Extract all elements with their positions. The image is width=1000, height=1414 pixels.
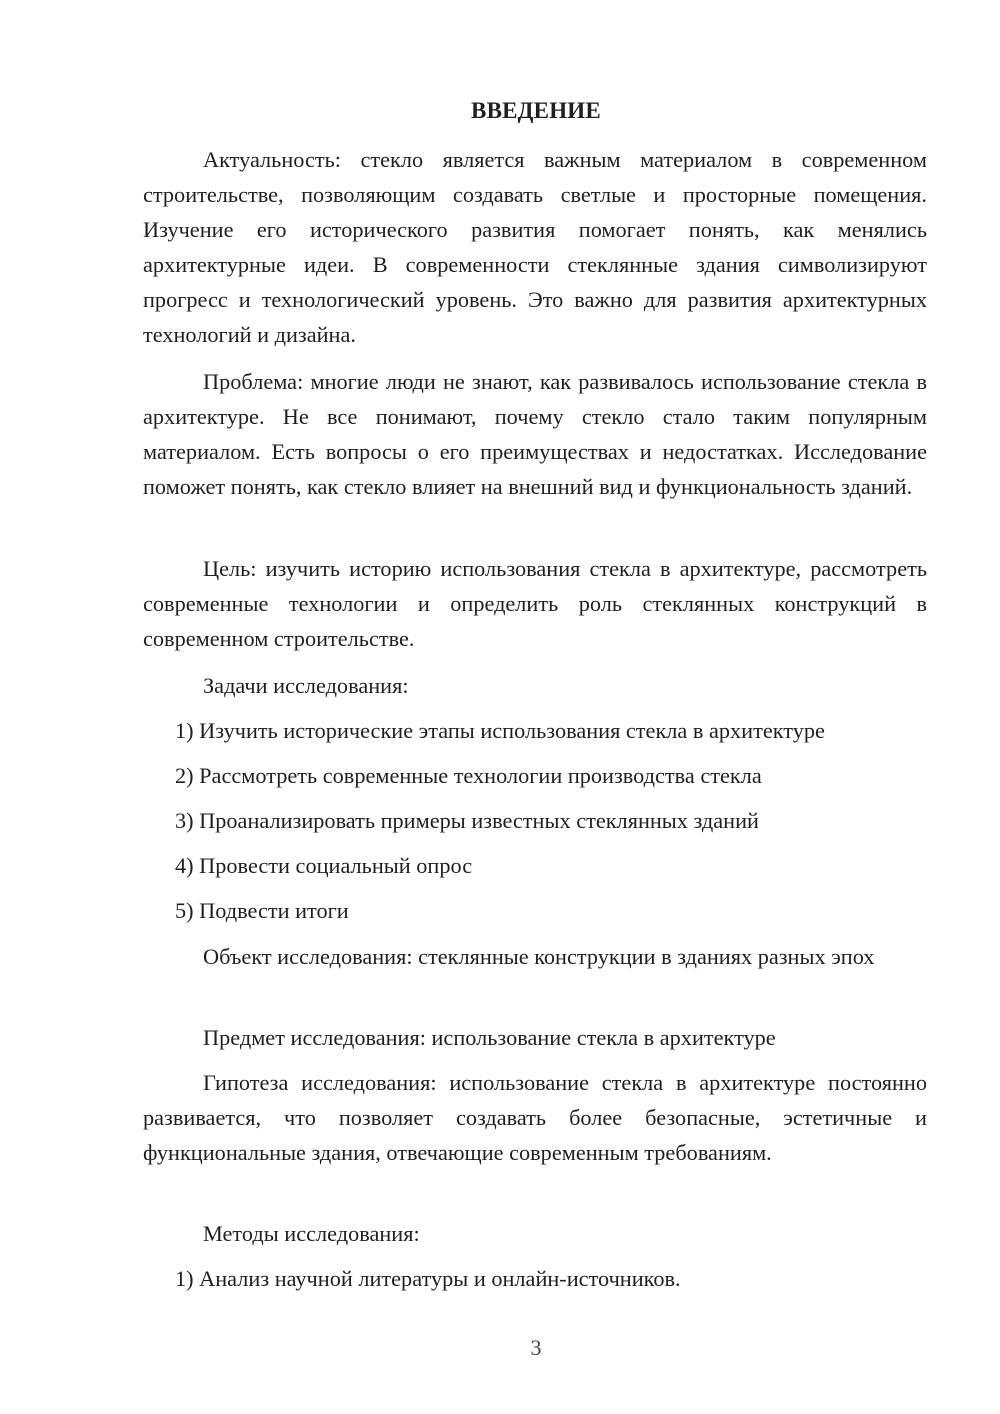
relevance-paragraph: Актуальность: стекло является важным материалом в современном строительстве, позволяющим создавать светлые и просторные помещения. Изучение его исторического развития помогает понять, как менялись архитектурные идеи. В современности стеклянные здания символизируют прогресс и технологический уровень. Это важно для развития архитектурных технологий и дизайна. — [143, 147, 927, 347]
task-item-5: 5) Подвести итоги — [175, 898, 349, 923]
page-title: ВВЕДЕНИЕ — [471, 98, 601, 123]
subject-line: Предмет исследования: использование стекла в архитектуре — [203, 1025, 776, 1050]
tasks-heading: Задачи исследования: — [203, 673, 409, 698]
page-number: 3 — [530, 1335, 542, 1360]
task-item-3: 3) Проанализировать примеры известных стеклянных зданий — [175, 808, 759, 833]
hypothesis-paragraph: Гипотеза исследования: использование стекла в архитектуре постоянно развивается, что позволяет создавать более безопасные, эстетичные и функциональные здания, отвечающие современным требованиям. — [143, 1070, 927, 1165]
object-paragraph: Объект исследования: стеклянные конструкции в зданиях разных эпох — [203, 944, 875, 969]
task-item-2: 2) Рассмотреть современные технологии производства стекла — [175, 763, 762, 788]
task-item-1: 1) Изучить исторические этапы использования стекла в архитектуре — [175, 718, 825, 743]
problem-paragraph: Проблема: многие люди не знают, как развивалось использование стекла в архитектуре. Не все понимают, почему стекло стало таким популярным материалом. Есть вопросы о его преимуществах и недостатках. Исследование поможет понять, как стекло влияет на внешний вид и функциональность зданий. — [143, 369, 927, 499]
goal-paragraph: Цель: изучить историю использования стекла в архитектуре, рассмотреть современные технологии и определить роль стеклянных конструкций в современном строительстве. — [143, 556, 927, 651]
methods-heading: Методы исследования: — [203, 1221, 420, 1246]
task-item-4: 4) Провести социальный опрос — [175, 853, 473, 878]
method-item-1: 1) Анализ научной литературы и онлайн-источников. — [175, 1266, 681, 1291]
